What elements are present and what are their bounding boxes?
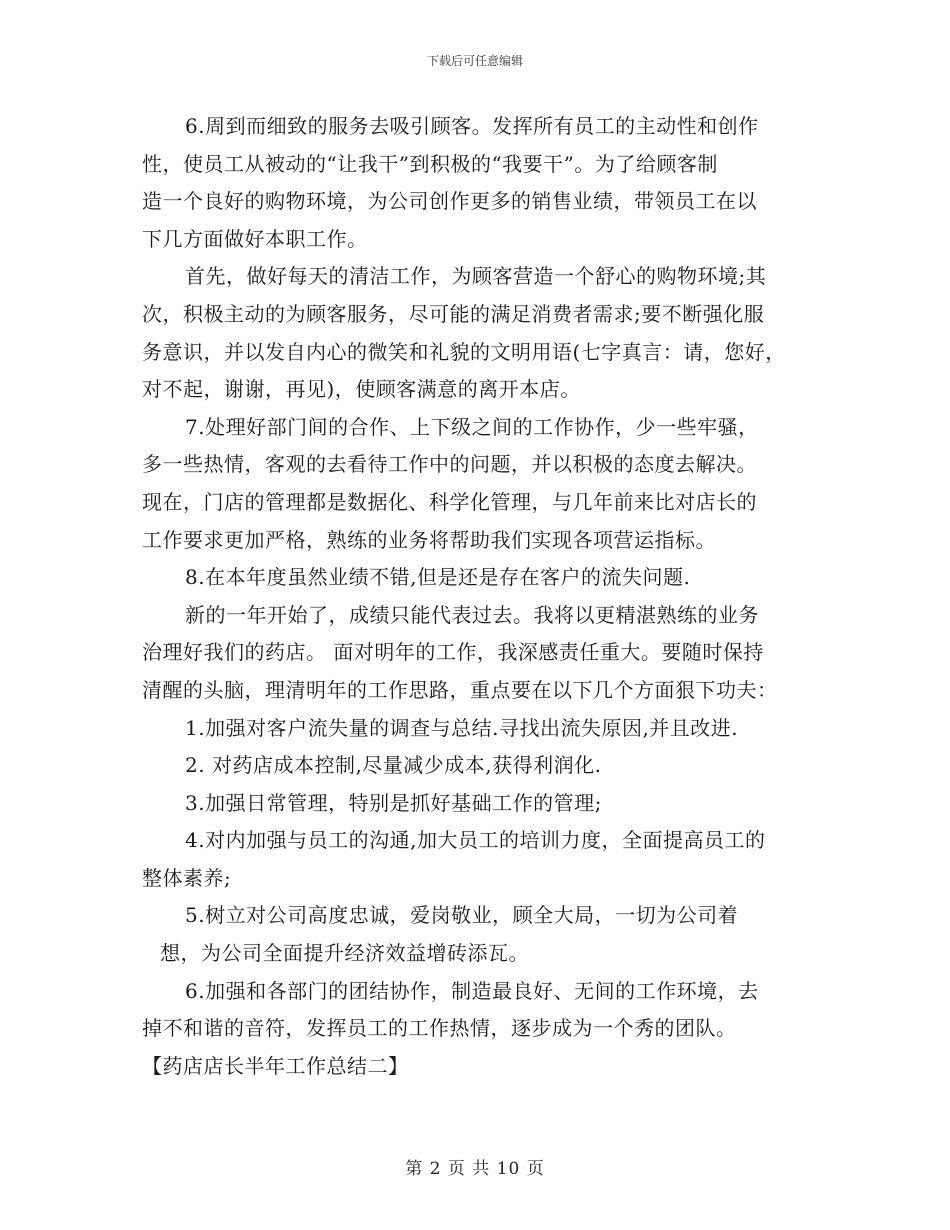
list-item: 3.加强日常管理，特别是抓好基础工作的管理; — [185, 790, 602, 815]
list-item: 想，为公司全面提升经济效益增砖添瓦。 — [160, 941, 529, 966]
paragraph-line: 工作要求更加严格，熟练的业务将帮助我们实现各项营运指标。 — [142, 527, 716, 552]
list-item: 4.对内加强与员工的沟通,加大员工的培训力度，全面提高员工的 — [185, 828, 766, 853]
paragraph-line: 多一些热情，客观的去看待工作中的问题，并以积极的态度去解决。 — [142, 452, 757, 477]
list-item: 5.树立对公司高度忠诚，爱岗敬业，顾全大局，一切为公司着 — [185, 903, 739, 928]
list-item: 1.加强对客户流失量的调查与总结.寻找出流失原因,并且改进. — [185, 715, 739, 740]
paragraph-line: 8.在本年度虽然业绩不错,但是还是存在客户的流失问题. — [185, 565, 691, 590]
page-header: 下载后可任意编辑 — [426, 54, 523, 68]
paragraph-line: 新的一年开始了，成绩只能代表过去。我将以更精湛熟练的业务 — [185, 602, 759, 627]
paragraph-line: 7.处理好部门间的合作、上下级之间的工作协作，少一些牢骚， — [185, 414, 759, 439]
paragraph-line: 务意识，并以发自内心的微笑和礼貌的文明用语(七字真言：请，您好， — [142, 339, 786, 364]
paragraph-line: 性，使员工从被动的“让我干”到积极的“我要干”。为了给顾客制 — [142, 151, 718, 176]
paragraph-line: 6.周到而细致的服务去吸引顾客。发挥所有员工的主动性和创作 — [185, 114, 759, 138]
page-footer: 第 2 页 共 10 页 — [405, 1159, 545, 1179]
paragraph-line: 对不起，谢谢，再见)，使顾客满意的离开本店。 — [142, 377, 581, 402]
paragraph-line: 现在，门店的管理都是数据化、科学化管理，与几年前来比对店长的 — [142, 489, 757, 514]
list-item: 整体素养; — [142, 865, 232, 890]
paragraph-line: 首先，做好每天的清洁工作，为顾客营造一个舒心的购物环境;其 — [185, 264, 767, 289]
list-item: 6.加强和各部门的团结协作，制造最良好、无间的工作环境，去 — [185, 978, 759, 1003]
paragraph-line: 次，积极主动的为顾客服务，尽可能的满足消费者需求;要不断强化服 — [142, 301, 765, 326]
list-item: 掉不和谐的音符，发挥员工的工作热情，逐步成为一个秀的团队。 — [142, 1016, 737, 1041]
paragraph-line: 下几方面做好本职工作。 — [142, 226, 368, 251]
paragraph-line: 治理好我们的药店。 面对明年的工作，我深感责任重大。要随时保持 — [142, 640, 764, 665]
section-heading: 【药店店长半年工作总结二】 — [142, 1053, 409, 1078]
paragraph-line: 造一个良好的购物环境，为公司创作更多的销售业绩，带领员工在以 — [142, 189, 757, 214]
document-body — [142, 108, 814, 1085]
paragraph-line: 清醒的头脑，理清明年的工作思路，重点要在以下几个方面狠下功夫： — [142, 677, 778, 702]
list-item: 2. 对药店成本控制,尽量减少成本,获得利润化. — [185, 753, 602, 778]
